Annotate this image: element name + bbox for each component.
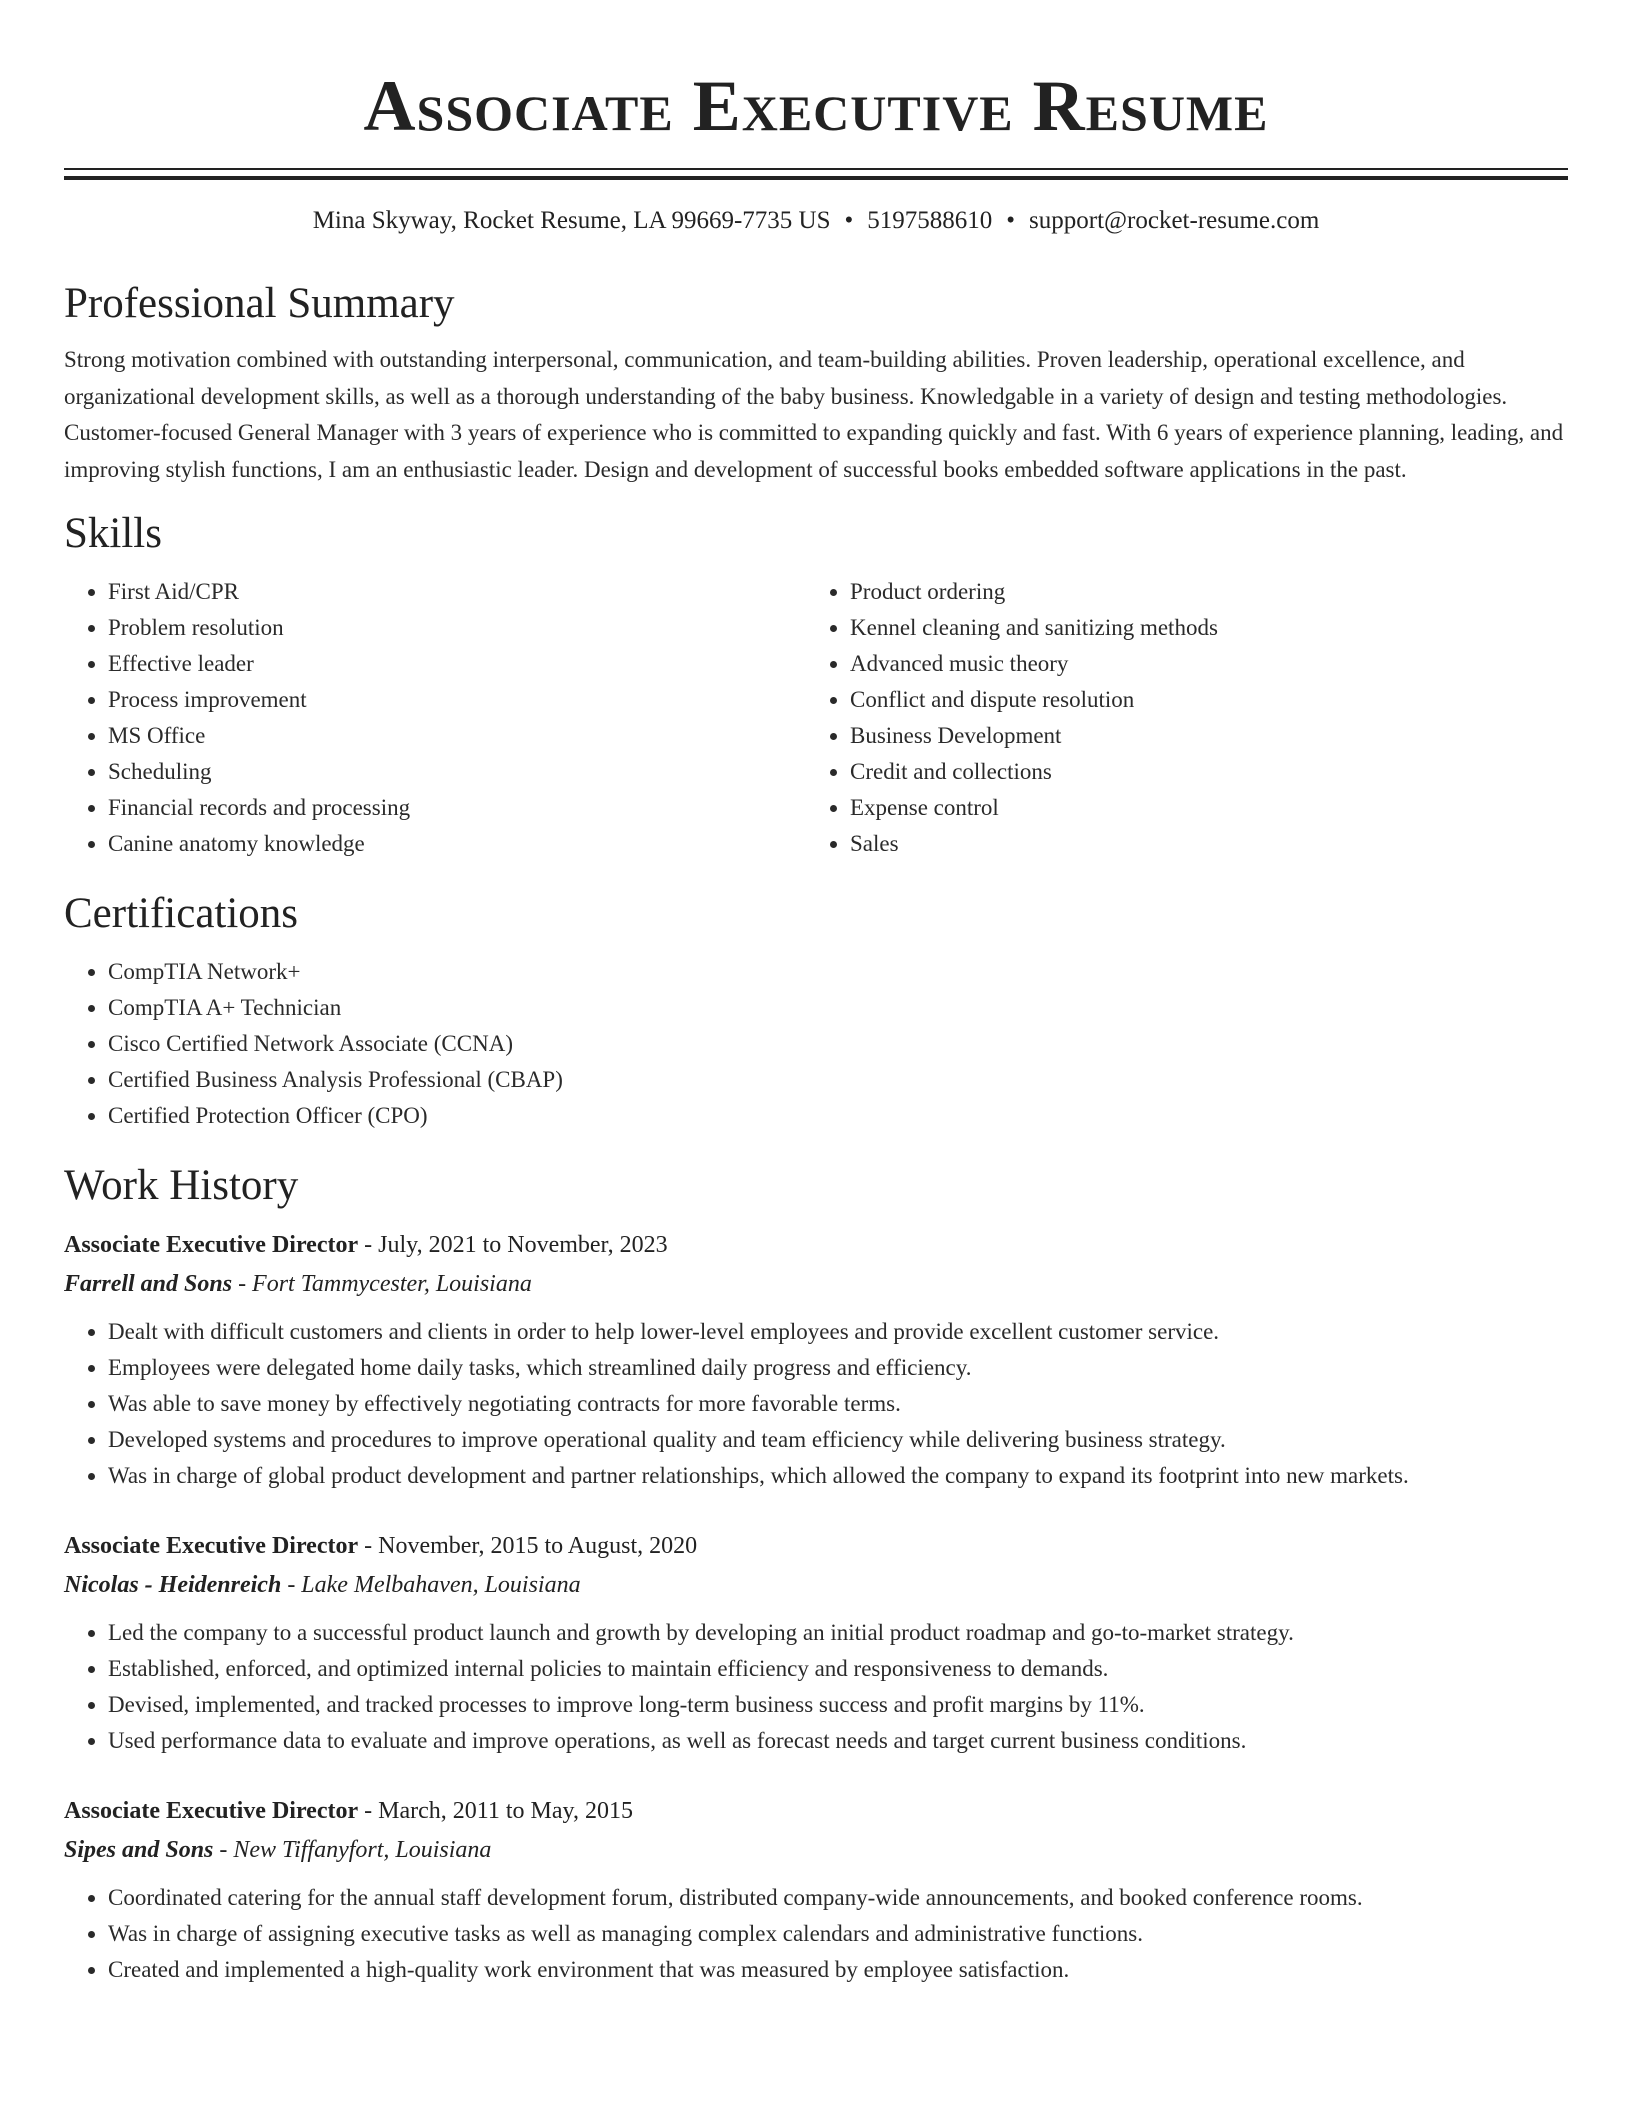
skills-column-right xyxy=(806,574,1548,862)
skill-item: • Credit and collections xyxy=(850,754,1548,790)
job-location: - Lake Melbahaven, Louisiana xyxy=(281,1572,581,1598)
job-entry xyxy=(64,1527,1568,1759)
job-duties-list xyxy=(64,1615,1568,1759)
job-location: - New Tiffanyfort, Louisiana xyxy=(213,1837,492,1863)
certification-item: • Cisco Certified Network Associate (CCNA) xyxy=(108,1026,1568,1062)
summary-text: Strong motivation combined with outstanding interpersonal, communication, and team-building abilities. Proven leadership, operational excellence, and organizational development skills, as well as a thorough understanding of the baby business. Knowledgable in a variety of design and testing methodologies. Customer-focused General Manager with 3 years of experience who is committed to expanding quickly and fast. With 6 years of experience planning, leading, and improving stylish functions, I am an enthusiastic leader. Design and development of successful books embedded software applications in the past. xyxy=(64,347,1564,482)
skill-item: • Advanced music theory xyxy=(850,646,1548,682)
title-divider-thick xyxy=(64,176,1568,180)
job-title-line xyxy=(64,1792,1568,1831)
contact-separator: • xyxy=(1006,207,1016,234)
job-company-line xyxy=(64,1265,1568,1304)
skills-columns xyxy=(64,574,1568,862)
skill-item: • Expense control xyxy=(850,790,1548,826)
skill-item: • MS Office xyxy=(108,718,806,754)
skill-item: • Sales xyxy=(850,826,1548,862)
contact-separator: • xyxy=(844,207,854,234)
skills-column-left xyxy=(64,574,806,862)
skills-heading: Skills xyxy=(64,510,162,557)
title-divider-thin xyxy=(64,168,1568,170)
job-entry xyxy=(64,1792,1568,1988)
job-dates: - July, 2021 to November, 2023 xyxy=(358,1232,668,1258)
certification-item: • CompTIA Network+ xyxy=(108,954,1568,990)
job-duty: • Dealt with difficult customers and clients in order to help lower-level employees and provide excellent customer service. xyxy=(108,1314,1568,1350)
job-title-line xyxy=(64,1226,1568,1265)
certifications-list xyxy=(64,954,1568,1134)
job-title-line xyxy=(64,1527,1568,1566)
job-duty: • Devised, implemented, and tracked processes to improve long-term business success and profit margins by 11%. xyxy=(108,1687,1568,1723)
certification-item: • Certified Protection Officer (CPO) xyxy=(108,1098,1568,1134)
job-company-line xyxy=(64,1831,1568,1870)
job-company-line xyxy=(64,1566,1568,1605)
job-dates: - November, 2015 to August, 2020 xyxy=(358,1533,698,1559)
skills-list-left xyxy=(64,574,806,862)
skill-item: • Process improvement xyxy=(108,682,806,718)
certifications-heading: Certifications xyxy=(64,890,299,937)
skill-item: • Business Development xyxy=(850,718,1548,754)
job-role: Associate Executive Director xyxy=(64,1533,359,1559)
skill-item: • Scheduling xyxy=(108,754,806,790)
job-entry xyxy=(64,1226,1568,1494)
job-dates: - March, 2011 to May, 2015 xyxy=(358,1798,633,1824)
job-duty: • Established, enforced, and optimized internal policies to maintain efficiency and responsiveness to demands. xyxy=(108,1651,1568,1687)
skills-list-right xyxy=(806,574,1548,862)
skill-item: • Effective leader xyxy=(108,646,806,682)
job-duty: • Developed systems and procedures to improve operational quality and team efficiency while delivering business strategy. xyxy=(108,1422,1568,1458)
job-duty: • Created and implemented a high-quality work environment that was measured by employee satisfaction. xyxy=(108,1952,1568,1988)
job-duty: • Used performance data to evaluate and improve operations, as well as forecast needs and target current business conditions. xyxy=(108,1723,1568,1759)
job-duty: • Was in charge of assigning executive tasks as well as managing complex calendars and administrative functions. xyxy=(108,1916,1568,1952)
skill-item: • Kennel cleaning and sanitizing methods xyxy=(850,610,1548,646)
skill-item: • Product ordering xyxy=(850,574,1548,610)
contact-line xyxy=(64,204,1568,238)
job-role: Associate Executive Director xyxy=(64,1798,359,1824)
skill-item: • Problem resolution xyxy=(108,610,806,646)
job-duty: • Led the company to a successful product launch and growth by developing an initial product roadmap and go-to-market strategy. xyxy=(108,1615,1568,1651)
job-duty: • Employees were delegated home daily tasks, which streamlined daily progress and efficiency. xyxy=(108,1350,1568,1386)
certification-item: • CompTIA A+ Technician xyxy=(108,990,1568,1026)
job-duty: • Was able to save money by effectively negotiating contracts for more favorable terms. xyxy=(108,1386,1568,1422)
contact-phone: 5197588610 xyxy=(867,207,993,234)
job-location: - Fort Tammycester, Louisiana xyxy=(232,1271,532,1297)
skill-item: • Conflict and dispute resolution xyxy=(850,682,1548,718)
job-duties-list xyxy=(64,1880,1568,1988)
skill-item: • First Aid/CPR xyxy=(108,574,806,610)
summary-heading: Professional Summary xyxy=(64,280,455,327)
job-company: Farrell and Sons xyxy=(64,1271,233,1297)
job-duty: • Was in charge of global product development and partner relationships, which allowed the company to expand its footprint into new markets. xyxy=(108,1458,1568,1494)
job-duty: • Coordinated catering for the annual staff development forum, distributed company-wide announcements, and booked conference rooms. xyxy=(108,1880,1568,1916)
job-company: Nicolas - Heidenreich xyxy=(64,1572,282,1598)
work-history-heading: Work History xyxy=(64,1162,299,1209)
resume-title: Associate Executive Resume xyxy=(363,66,1269,146)
job-company: Sipes and Sons xyxy=(64,1837,214,1863)
skill-item: • Financial records and processing xyxy=(108,790,806,826)
resume-content xyxy=(64,0,1568,1988)
certification-item: • Certified Business Analysis Professional (CBAP) xyxy=(108,1062,1568,1098)
job-role: Associate Executive Director xyxy=(64,1232,359,1258)
skill-item: • Canine anatomy knowledge xyxy=(108,826,806,862)
job-duties-list xyxy=(64,1314,1568,1494)
contact-email: support@rocket-resume.com xyxy=(1029,207,1320,234)
contact-address: Mina Skyway, Rocket Resume, LA 99669-7735 US xyxy=(312,207,831,234)
